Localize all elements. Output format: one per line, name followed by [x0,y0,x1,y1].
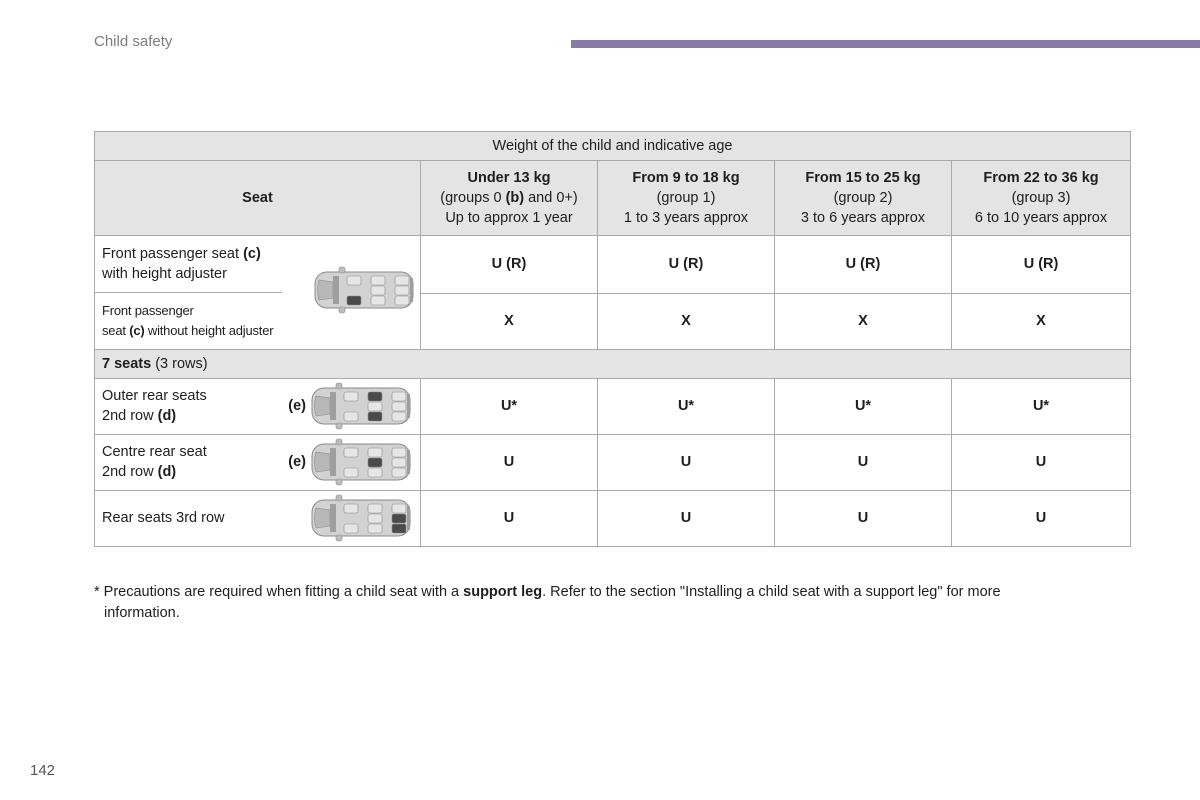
child-seat-table [94,131,1131,547]
note-marker: (e) [288,454,306,470]
table-row-front-without-adjuster [95,293,1131,349]
seat-column-header: Seat [95,161,421,236]
seat-label-line1: Front passenger [102,302,194,318]
value-cell: U [775,490,952,546]
column-header-2 [775,161,952,236]
seat-label-line2: with height adjuster [102,266,227,282]
value-cell: X [952,293,1131,349]
table-subheader-seven-seats [95,349,1131,378]
seat-label-line2: 2nd row (d) [102,408,177,424]
column-weight: From 9 to 18 kg [632,170,740,186]
table-row-outer-rear [95,378,1131,434]
seat-label-line2: 2nd row (d) [102,464,177,480]
value-cell: U (R) [421,236,598,294]
value-cell: U [598,434,775,490]
seat-label-line1: Rear seats 3rd row [102,510,225,526]
column-weight: Under 13 kg [467,170,551,186]
column-group: (groups 0 (b) and 0+) [440,190,578,206]
seat-label-line1: Front passenger seat (c) [102,246,261,262]
value-cell: U* [775,378,952,434]
seat-label-line1: Centre rear seat [102,444,207,460]
footnote-line1: * Precautions are required when fitting a child seat with a support leg. Refer to the section "Installing a child seat with a support leg" for more [94,584,1001,600]
column-age: 6 to 10 years approx [974,210,1108,226]
car-front-seat-icon [313,266,417,314]
page-number: 142 [30,762,56,779]
column-weight: From 15 to 25 kg [805,170,921,186]
value-cell: X [421,293,598,349]
column-group: (group 1) [656,190,716,206]
value-cell: U [598,490,775,546]
value-cell: U* [598,378,775,434]
column-group: (group 2) [833,190,893,206]
table-row-rear-third [95,490,1131,546]
column-age: 1 to 3 years approx [623,210,749,226]
car-outer-rear-icon [310,382,414,430]
value-cell: U* [952,378,1131,434]
seat-label-line1: Outer rear seats [102,388,207,404]
value-cell: U [421,490,598,546]
value-cell: U [421,434,598,490]
value-cell: U [952,434,1131,490]
section-title: Child safety [94,33,173,50]
column-header-0 [421,161,598,236]
car-centre-rear-icon [310,438,414,486]
value-cell: U (R) [775,236,952,294]
column-header-1 [598,161,775,236]
table-top-header: Weight of the child and indicative age [95,132,1131,161]
column-age: Up to approx 1 year [445,210,573,226]
table-row-front-with-adjuster [95,236,1131,294]
accent-bar [571,40,1200,48]
footnote-line2: information. [104,605,180,621]
column-group: (group 3) [1011,190,1071,206]
seat-cell [95,378,421,434]
seven-seats-label: 7 seats (3 rows) [95,349,1131,378]
seat-label-line2: seat (c) without height adjuster [102,322,274,338]
value-cell: U* [421,378,598,434]
note-marker: (e) [288,398,306,414]
value-cell: X [598,293,775,349]
value-cell: X [775,293,952,349]
column-header-3 [952,161,1131,236]
table-row-centre-rear [95,434,1131,490]
column-age: 3 to 6 years approx [800,210,926,226]
value-cell: U [952,490,1131,546]
footnote [94,582,1094,624]
car-third-row-icon [310,494,414,542]
value-cell: U [775,434,952,490]
seat-cell [95,434,421,490]
value-cell: U (R) [598,236,775,294]
seat-cell [95,490,421,546]
value-cell: U (R) [952,236,1131,294]
seat-cell [95,236,421,294]
column-weight: From 22 to 36 kg [983,170,1099,186]
